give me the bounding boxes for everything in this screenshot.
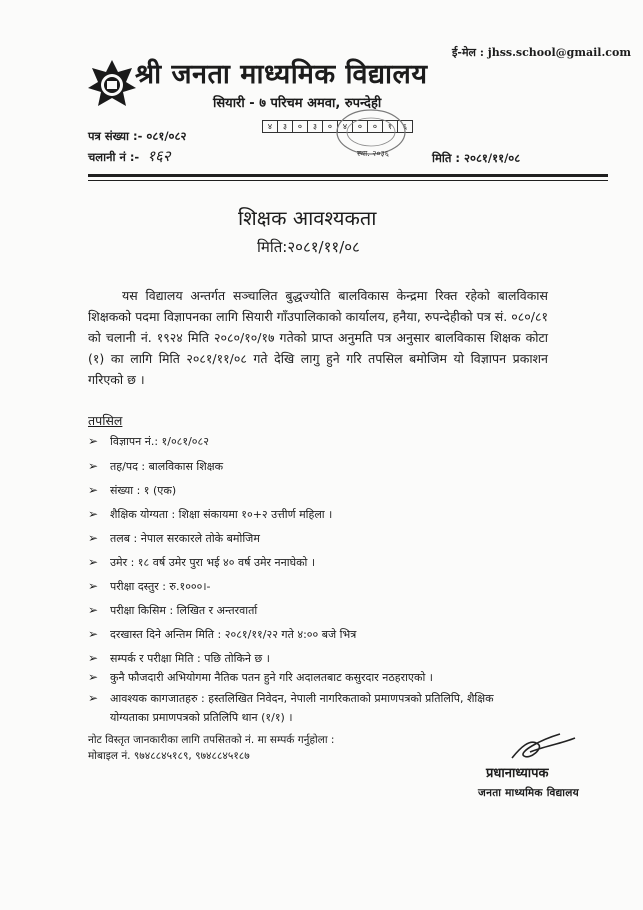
header-date: मिति : २०८१/११/०८ bbox=[432, 151, 521, 165]
details-list-item bbox=[88, 555, 315, 570]
details-list-item bbox=[88, 651, 270, 666]
header-divider bbox=[88, 174, 608, 177]
dispatch-value: १६२ bbox=[147, 147, 171, 165]
item-text-continued: योग्यताका प्रमाणपत्रको प्रतिलिपि थान (१/१) । bbox=[110, 711, 293, 724]
registration-digit: ४ bbox=[338, 121, 353, 132]
details-list-item bbox=[88, 579, 211, 594]
dispatch-label: चलानी नं :- bbox=[88, 150, 140, 164]
notice-date: मिति:२०८१/११/०८ bbox=[257, 238, 360, 256]
item-text: आवश्यक कागजातहरु : हस्तलिखित निवेदन, नेपाली नागरिकताको प्रमाणपत्रको प्रतिलिपि, शैक्षिक bbox=[110, 692, 494, 705]
item-text: शैक्षिक योग्यता : शिक्षा संकायमा १०+२ उत्तीर्ण महिला । bbox=[110, 508, 333, 521]
school-address: सियारी - ७ परिचम अमवा, रुपन्देही bbox=[213, 96, 382, 111]
dispatch-number bbox=[88, 146, 171, 166]
letter-number: पत्र संख्या :- ०८१/०८२ bbox=[88, 129, 187, 143]
item-text: तलब : नेपाल सरकारले तोके बमोजिम bbox=[110, 532, 260, 545]
arrow-bullet-icon: ➢ bbox=[88, 555, 99, 569]
item-text: परीक्षा किसिम : लिखित र अन्तरवार्ता bbox=[110, 604, 258, 617]
registration-digit: ० bbox=[368, 121, 383, 132]
stamp-year: स्था. २०३६ bbox=[357, 149, 389, 158]
note-line: नोट विस्तृत जानकारीका लागि तपसितको नं. मा सम्पर्क गर्नुहोला : bbox=[88, 734, 335, 746]
registration-digit: ३ bbox=[308, 121, 323, 132]
details-list-item bbox=[88, 627, 356, 642]
arrow-bullet-icon: ➢ bbox=[88, 531, 99, 545]
details-heading: तपसिल bbox=[88, 413, 123, 428]
notice-title: शिक्षक आवश्यकता bbox=[238, 206, 377, 230]
email-line: ई-मेल : jhss.school@gmail.com bbox=[452, 46, 631, 59]
school-logo-icon bbox=[86, 58, 138, 110]
registration-digit: ० bbox=[323, 121, 338, 132]
school-name: श्री जनता माध्यमिक विद्यालय bbox=[135, 59, 428, 90]
arrow-bullet-icon: ➢ bbox=[88, 434, 99, 448]
item-text: विज्ञापन नं.: १/०८१/०८२ bbox=[110, 435, 209, 448]
item-text: उमेर : १८ वर्ष उमेर पुरा भई ४० वर्ष उमेर ननाघेको । bbox=[110, 556, 316, 569]
details-list-item bbox=[88, 434, 209, 449]
signature-icon bbox=[500, 718, 580, 768]
signatory-school: जनता माध्यमिक विद्यालय bbox=[478, 787, 580, 799]
header-divider-thin bbox=[88, 180, 608, 181]
details-list-item bbox=[88, 670, 433, 685]
registration-digit: ० bbox=[293, 121, 308, 132]
arrow-bullet-icon: ➢ bbox=[88, 459, 99, 473]
details-list-item bbox=[88, 689, 558, 727]
item-text: कुनै फौजदारी अभियोगमा नैतिक पतन हुने गरि अदालतबाट कसुरदार नठहराएको । bbox=[110, 671, 433, 684]
arrow-bullet-icon: ➢ bbox=[88, 507, 99, 521]
arrow-bullet-icon: ➢ bbox=[88, 579, 99, 593]
arrow-bullet-icon: ➢ bbox=[88, 691, 99, 705]
details-list-item bbox=[88, 531, 260, 546]
arrow-bullet-icon: ➢ bbox=[88, 651, 99, 665]
item-text: सम्पर्क र परीक्षा मिति : पछि तोकिने छ । bbox=[110, 652, 270, 665]
arrow-bullet-icon: ➢ bbox=[88, 670, 99, 684]
arrow-bullet-icon: ➢ bbox=[88, 483, 99, 497]
details-list-item bbox=[88, 507, 332, 522]
details-list-item bbox=[88, 459, 223, 474]
notice-paragraph: यस विद्यालय अन्तर्गत सञ्चालित बुद्धज्योति बालविकास केन्द्रमा रिक्त रहेको बालविकास शिक्षकको पदमा विज्ञापनका लागि सियारी गाँउपालिकाको कार्यालय, हनैया, रुपन्देहीको पत्र सं. ०८०/८१ को चलानी नं. १९२४ मिति २०८०/१०/१७ गतेको प्राप्त अनुमति पत्र अनुसार बालविकास शिक्षक कोटा (१) का लागि मिति २०८१/११/०८ गते देखि लागु हुने गरि तपसिल बमोजिम यो विज्ञापन प्रकाशन गरिएको छ । bbox=[88, 288, 548, 387]
arrow-bullet-icon: ➢ bbox=[88, 627, 99, 641]
item-text: तह/पद : बालविकास शिक्षक bbox=[110, 460, 224, 473]
registration-digit: ४ bbox=[263, 121, 278, 132]
item-text: दरखास्त दिने अन्तिम मिति : २०८१/११/२२ गते ४:०० बजे भित्र bbox=[110, 628, 357, 641]
arrow-bullet-icon: ➢ bbox=[88, 603, 99, 617]
registration-digit: ६ bbox=[402, 122, 408, 131]
mobile-numbers: मोबाइल नं. ९७४८८४५१८९, ९७४८८४५१८७ bbox=[88, 750, 250, 762]
registration-digit: ० bbox=[353, 121, 368, 132]
item-text: संख्या : १ (एक) bbox=[110, 484, 177, 497]
signatory-title: प्रधानाध्यापक bbox=[486, 766, 549, 781]
details-list-item bbox=[88, 483, 176, 498]
registration-digit: ३ bbox=[278, 121, 293, 132]
details-list-item bbox=[88, 603, 257, 618]
item-text: परीक्षा दस्तुर : रु.१०००।- bbox=[110, 580, 211, 593]
registration-digit: १ bbox=[383, 121, 398, 132]
